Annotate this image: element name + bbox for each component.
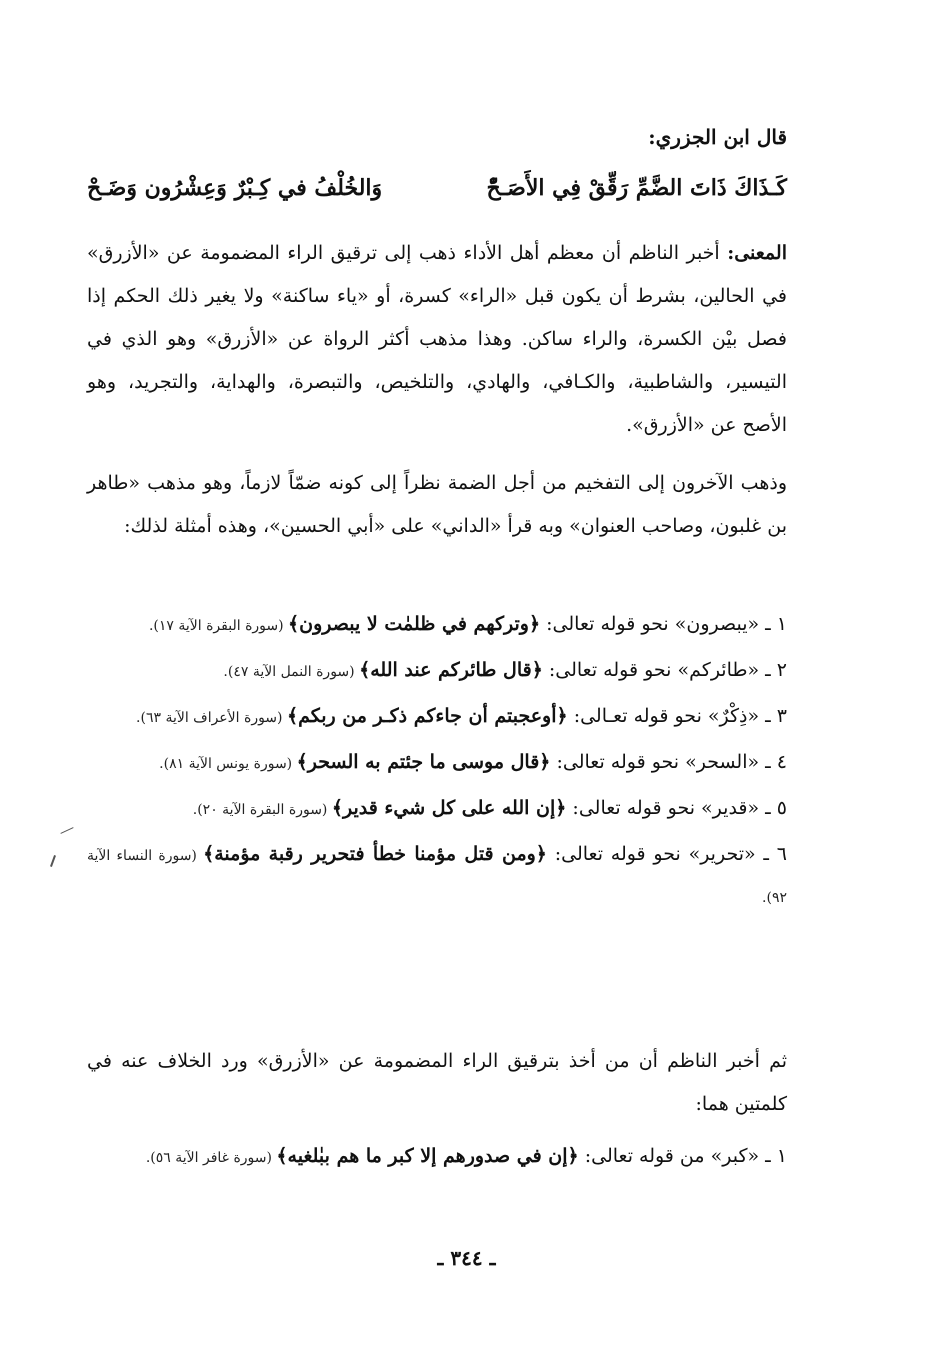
surah-reference: (سورة الأعراف الآية ٦٣). [136, 710, 287, 726]
item-lead: «قدير» نحو قوله تعالى: [566, 797, 766, 819]
examples-list [87, 604, 787, 922]
list-item [87, 604, 787, 646]
item-number: ٥ ـ [765, 797, 787, 819]
surah-reference: (سورة البقرة الآية ١٧). [148, 618, 289, 634]
list-item [87, 834, 787, 918]
surah-reference: (سورة غافر الآية ٥٦). [145, 1150, 277, 1166]
surah-reference: (سورة النساء الآية ٩٢). [87, 848, 787, 906]
item-number: ٦ ـ [763, 843, 787, 865]
surah-reference: (سورة النمل الآية ٤٧). [223, 664, 360, 680]
list-item [87, 650, 787, 692]
item-lead: «طائركم» نحو قوله تعالى: [542, 659, 766, 681]
quran-quote: ﴿وتركهم في ظلمٰت لا يبصرون﴾ [288, 613, 541, 635]
poem-verse [87, 168, 787, 208]
meaning-label: المعنى: [727, 242, 787, 264]
quran-quote: ﴿أوعجبتم أن جاءكم ذكـر من ربكم﴾ [286, 705, 568, 727]
item-number: ٤ ـ [765, 751, 787, 773]
item-number: ٢ ـ [765, 659, 787, 681]
list-item [87, 742, 787, 784]
surah-reference: (سورة البقرة الآية ٢٠). [192, 802, 332, 818]
meaning-text: أخبر الناظم أن معظم أهل الأداء ذهب إلى ترقيق الراء المضمومة عن «الأزرق» في الحالين، بشرط أن يكون قبل «الراء» كسرة، أو «ياء ساكنة» ولا يغير ذلك الحكم إذا فصل بيْن الكسرة، والراء ساكن. وهذا مذهب أكثر الرواة عن «الأزرق» وهو الذي في التيسير، والشاطبية، والكـافي، والهادي، والتلخيص، والتبصرة، والهداية، والتجريد، وهو الأصح عن «الأزرق». [87, 242, 787, 436]
quran-quote: ﴿قال موسى ما جئتم به السحر﴾ [296, 751, 551, 773]
quran-quote: ﴿إن في صدورهم إلا كبر ما هم ببٰلغيه﴾ [276, 1145, 579, 1167]
surah-reference: (سورة يونس الآية ٨١). [159, 756, 297, 772]
second-opinion-paragraph: وذهب الآخرون إلى التفخيم من أجل الضمة نظراً إلى كونه ضمّاً لازماً، وهو مذهب «طاهر بن غلبون، وصاحب العنوان» وبه قرأ «الداني» على «أبي الحسين»، وهذه أمثلة لذلك: [87, 472, 787, 537]
item-number: ٣ ـ [765, 705, 787, 727]
item-lead: «يبصرون» نحو قوله تعالى: [540, 613, 766, 635]
scan-speck [50, 855, 56, 867]
section-heading: قال ابن الجزري: [648, 125, 787, 149]
item-lead: «كبر» من قوله تعالى: [578, 1145, 766, 1167]
scan-speck [60, 827, 73, 834]
list-item [87, 1136, 787, 1178]
dispute-paragraph: ثم أخبر الناظم أن من أخذ بترقيق الراء المضمومة عن «الأزرق» ورد الخلاف عنه في كلمتين هما: [87, 1050, 787, 1115]
quran-quote: ﴿ومن قتل مؤمنا خطأ فتحرير رقبة مؤمنة﴾ [203, 843, 547, 865]
quran-quote: ﴿قال طائركم عند الله﴾ [359, 659, 543, 681]
item-lead: «ذِكْرٌ» نحو قوله تعـالى: [567, 705, 766, 727]
list-item [87, 696, 787, 738]
verse-first-hemistich: كَـذَاكَ ذَاتَ الضَّمِّ رَقِّقْ فِي الأَصَـحّْ [486, 175, 787, 201]
item-number: ١ ـ [765, 1145, 787, 1167]
list-item [87, 788, 787, 830]
meaning-paragraph [87, 232, 787, 447]
quran-quote: ﴿إن الله على كل شيء قدير﴾ [331, 797, 567, 819]
item-lead: «السحر» نحو قوله تعالى: [550, 751, 766, 773]
item-number: ١ ـ [765, 613, 787, 635]
disputed-words-list [87, 1136, 787, 1182]
item-lead: «تحرير» نحو قوله تعالى: [546, 843, 764, 865]
verse-second-hemistich: وَالخُلْفُ في كِـبْرٌ وَعِشْرُون وَضَـحْ [87, 175, 383, 201]
page-number: ـ ٣٤٤ ـ [437, 1246, 496, 1270]
